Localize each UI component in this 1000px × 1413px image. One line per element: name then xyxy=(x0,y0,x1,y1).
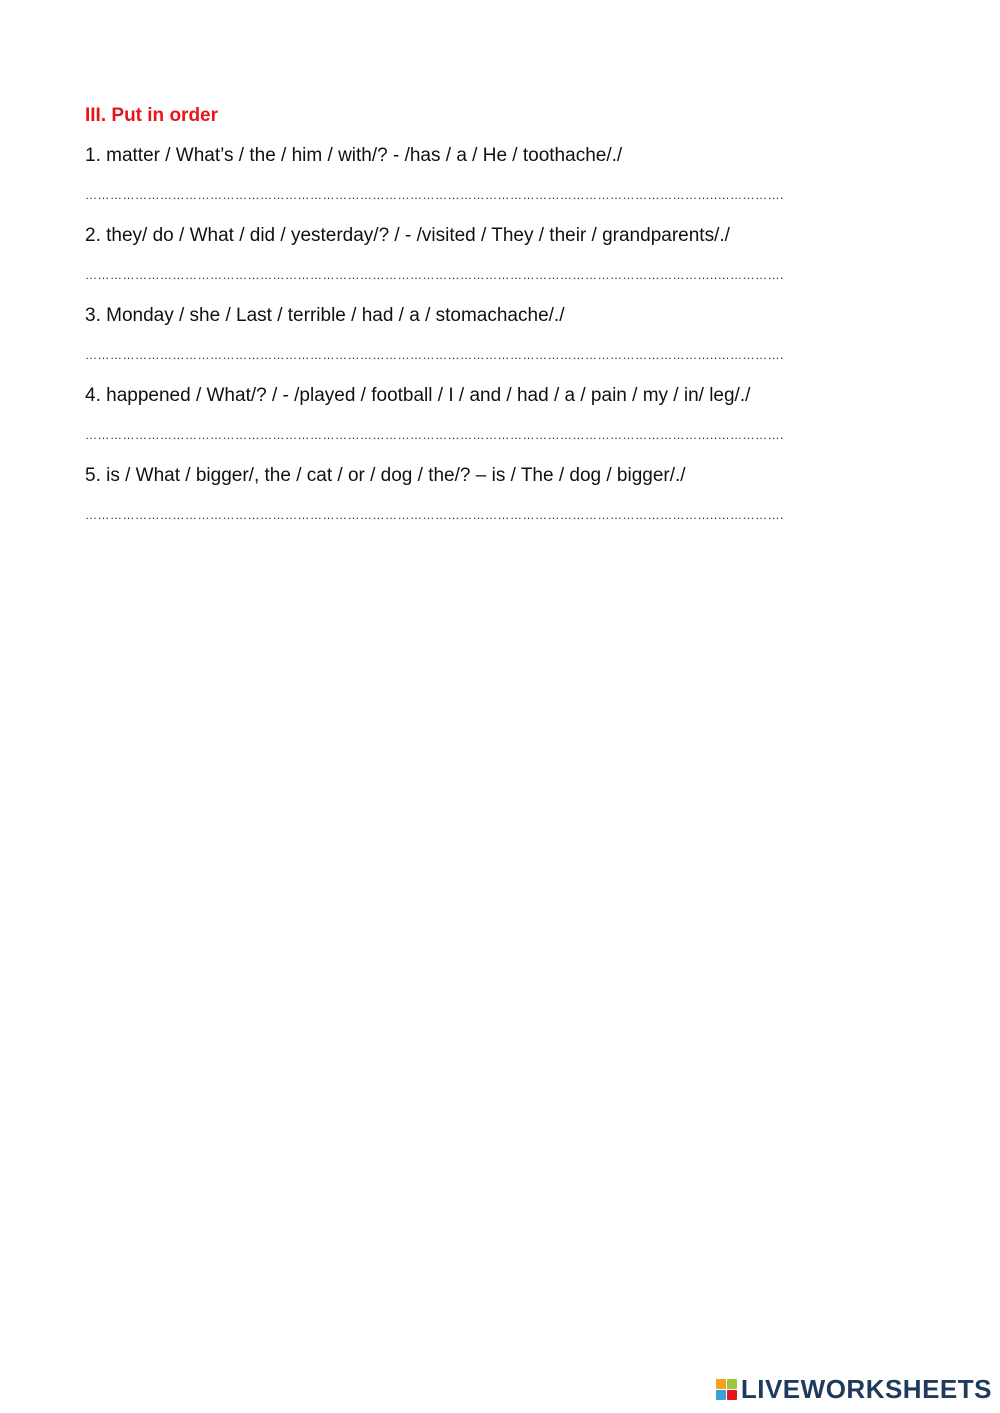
question-4: 4. happened / What/? / - /played / football / I / and / had / a / pain / my / in/ leg/./ xyxy=(85,385,751,406)
logo-block-2 xyxy=(727,1379,737,1389)
question-2: 2. they/ do / What / did / yesterday/? / - /visited / They / their / grandparents/./ xyxy=(85,225,730,246)
logo-block-1 xyxy=(716,1379,726,1389)
logo-block-4 xyxy=(727,1390,737,1400)
question-3: 3. Monday / she / Last / terrible / had / a / stomachache/./ xyxy=(85,305,565,326)
liveworksheets-logo xyxy=(716,1374,992,1405)
answer-line-1[interactable]: ……………………………………………………………………………………………………………………………………..……………. xyxy=(85,188,785,202)
liveworksheets-logo-icon xyxy=(716,1379,737,1400)
answer-line-4[interactable]: ……………………………………………………………………………………………………………………………………..……………. xyxy=(85,428,785,442)
question-5: 5. is / What / bigger/, the / cat / or / dog / the/? – is / The / dog / bigger/./ xyxy=(85,465,686,486)
question-1: 1. matter / What’s / the / him / with/? - /has / a / He / toothache/./ xyxy=(85,145,623,166)
logo-block-3 xyxy=(716,1390,726,1400)
answer-line-3[interactable]: ……………………………………………………………………………………………………………………………………..……………. xyxy=(85,348,785,362)
answer-line-2[interactable]: ……………………………………………………………………………………………………………………………………..……………. xyxy=(85,268,785,282)
logo-text: LIVEWORKSHEETS xyxy=(740,1374,992,1404)
answer-line-5[interactable]: ……………………………………………………………………………………………………………………………………..……………. xyxy=(85,508,785,522)
section-title: III. Put in order xyxy=(85,105,219,126)
